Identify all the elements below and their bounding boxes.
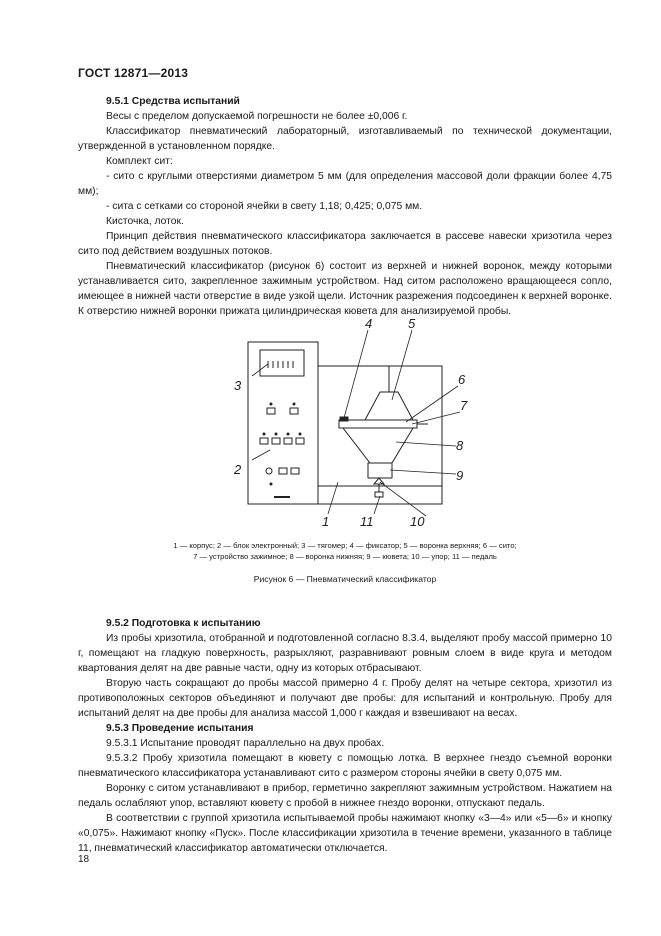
body-housing [318, 366, 442, 504]
figure-6-diagram [234, 316, 480, 532]
section-heading: 9.5.1 Средства испытаний [106, 96, 240, 107]
sections-9-5-2-and-9-5-3 [78, 616, 612, 856]
draught-gauge [260, 350, 304, 376]
legend-line: 7 — устройство зажимное; 8 — воронка нижняя; 9 — кювета; 10 — упор; 11 — педаль [193, 552, 497, 561]
paragraph: 9.5.3.1 Испытание проводят параллельно на двух пробах. [106, 738, 385, 749]
paragraph: Пневматический классификатор (рисунок 6) состоит из верхней и нижней воронок, между которыми устанавливается сито, закрепленное зажимным устройством. Над ситом расположено вращающееся сопло, имеющее в нижней части отверстие в виде узкой щели. Источник разрежения подсоединен к верхней воронке. К отверстию нижней воронки прижата цилиндрическая кювета для анализируемой пробы. [78, 261, 612, 317]
upper-funnel [365, 392, 413, 420]
sieve-clamp [339, 420, 417, 428]
section-heading: 9.5.2 Подготовка к испытанию [106, 618, 261, 629]
callout-2: 2 [234, 462, 242, 477]
stop [374, 478, 384, 484]
callout-6: 6 [458, 372, 466, 387]
legend-line: 1 — корпус; 2 — блок электронный; 3 — тягомер; 4 — фиксатор; 5 — воронка верхняя; 6 — сито; [173, 541, 517, 550]
figure-legend [78, 540, 612, 562]
callout-3: 3 [234, 378, 242, 393]
callout-1: 1 [322, 514, 330, 529]
paragraph: - сито с круглыми отверстиями диаметром 5 мм (для определения массовой доли фракции более 4,75 мм); [78, 171, 612, 197]
section-heading: 9.5.3 Проведение испытания [106, 723, 254, 734]
callout-9: 9 [456, 468, 464, 483]
section-9-5-1 [78, 94, 612, 319]
paragraph: Комплект сит: [106, 156, 173, 167]
pedal [375, 492, 383, 497]
control-buttons [260, 408, 304, 474]
paragraph: Кисточка, лоток. [106, 216, 184, 227]
lower-funnel [343, 428, 413, 463]
callout-7: 7 [460, 398, 468, 413]
paragraph: Принцип действия пневматического классификатора заключается в рассеве навески хризотила через сито под действием воздушных потоков. [78, 231, 612, 257]
page-number: 18 [78, 854, 90, 865]
paragraph: В соответствии с группой хризотила испытываемой пробы нажимают кнопку «3—4» или «5—6» и кнопку «0,075». Нажимают кнопку «Пуск». После классификации хризотила в течение времени, указанного в таблице 11, пневматический классификатор автоматически отключается. [78, 813, 612, 854]
paragraph: Воронку с ситом устанавливают в прибор, герметично закрепляют зажимным устройством. Нажатием на педаль ослабляют упор, вставляют кювету с пробой в нижнее гнездо воронки, отпускают педаль. [78, 783, 612, 809]
callout-4: 4 [365, 316, 373, 331]
paragraph: Вторую часть сокращают до пробы массой примерно 4 г. Пробу делят на четыре сектора, хризотил из противоположных секторов объединяют и получают две пробы: для испытаний и контрольную. Пробу для испытаний делят на две пробы для анализа массой 1,000 г каждая и взвешивают на весах. [78, 678, 612, 719]
callout-8: 8 [456, 438, 464, 453]
paragraph: Классификатор пневматический лабораторный, изготавливаемый по технической документации, утвержденной в установленном порядке. [78, 126, 612, 152]
callout-10: 10 [410, 514, 425, 529]
paragraph: Из пробы хризотила, отобранной и подготовленной согласно 8.3.4, выделяют пробу массой примерно 10 г, помещают на гладкую поверхность, разрыхляют, разравнивают ровным слоем в виде круга и методом квартования делят на две равные части, одну из которых отбрасывают. [78, 633, 612, 674]
callout-11: 11 [360, 514, 374, 529]
document-header: ГОСТ 12871—2013 [78, 66, 189, 80]
paragraph: 9.5.3.2 Пробу хризотила помещают в кювету с помощью лотка. В верхнее гнездо съемной воронки пневматического классификатора устанавливают сито с размером стороны ячейки в свету 0,075 мм. [78, 753, 612, 779]
paragraph: Весы с пределом допускаемой погрешности не более ±0,006 г. [106, 111, 408, 122]
callout-5: 5 [408, 316, 416, 331]
paragraph: - сита с сетками со стороной ячейки в свету 1,18; 0,425; 0,075 мм. [106, 201, 423, 212]
cuvette [368, 463, 392, 478]
figure-caption: Рисунок 6 — Пневматический классификатор [253, 574, 437, 584]
